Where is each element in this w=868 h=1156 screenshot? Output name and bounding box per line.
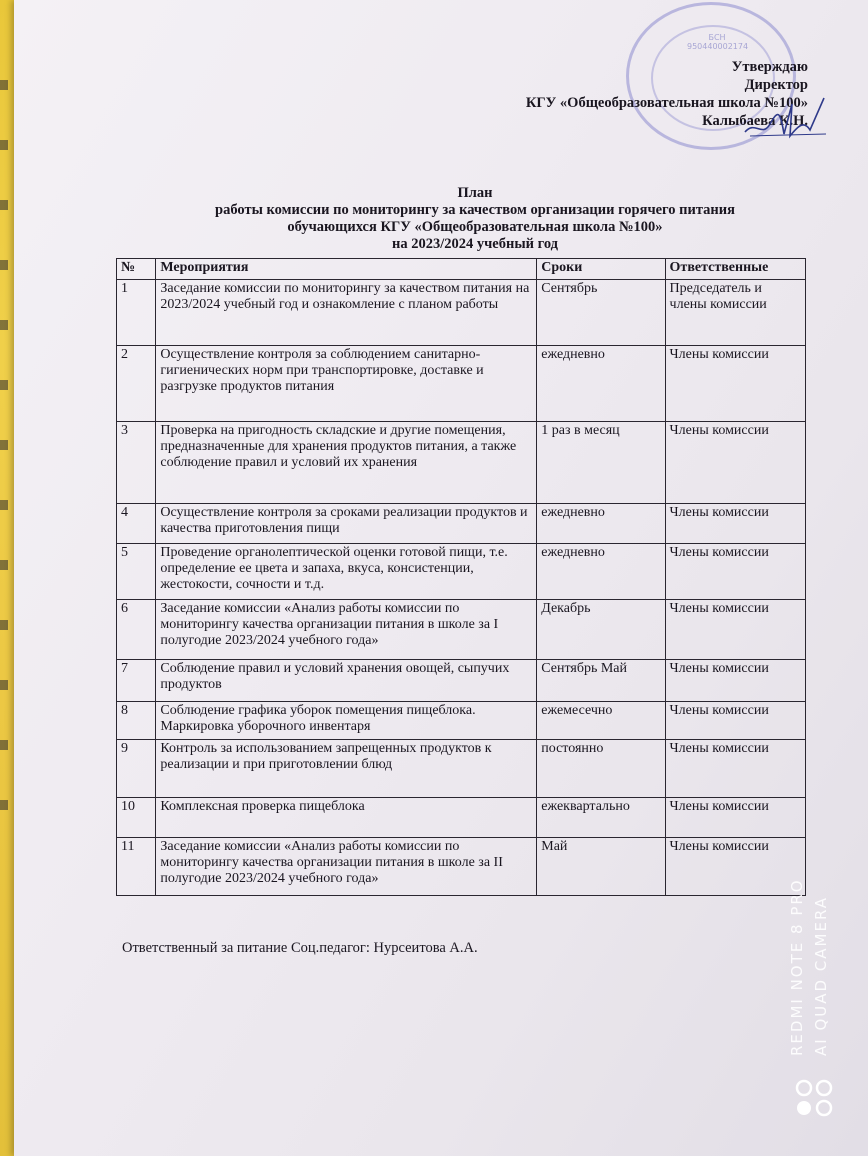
row-responsible: Члены комиссии <box>665 504 805 544</box>
footer-responsible: Ответственный за питание Соц.педагог: Нурсеитова А.А. <box>122 940 478 956</box>
row-term: постоянно <box>537 740 665 798</box>
row-num: 1 <box>117 280 156 346</box>
table-header-row <box>117 259 806 280</box>
row-term: ежемесечно <box>537 702 665 740</box>
row-num: 3 <box>117 422 156 504</box>
row-num: 5 <box>117 544 156 600</box>
row-term: ежедневно <box>537 504 665 544</box>
table-row <box>117 422 806 504</box>
row-term: Сентябрь <box>537 280 665 346</box>
header-num: № <box>117 259 156 280</box>
signature-icon <box>740 90 830 150</box>
row-responsible: Члены комиссии <box>665 544 805 600</box>
table-row <box>117 544 806 600</box>
header-event: Мероприятия <box>156 259 537 280</box>
camera-logo-icon <box>790 1074 838 1122</box>
table-row <box>117 504 806 544</box>
row-event: Соблюдение графика уборок помещения пищеблока. Маркировка уборочного инвентаря <box>156 702 537 740</box>
row-event: Осуществление контроля за соблюдением санитарно- гигиенических норм при транспортировке, доставке и разгрузке продуктов питания <box>156 346 537 422</box>
row-event: Соблюдение правил и условий хранения овощей, сыпучих продуктов <box>156 660 537 702</box>
document-title <box>130 185 820 253</box>
table-row <box>117 740 806 798</box>
row-num: 8 <box>117 702 156 740</box>
row-responsible: Председатель и члены комиссии <box>665 280 805 346</box>
approval-line: Утверждаю <box>731 59 808 75</box>
approval-line: Калыбаева К.Н. <box>702 113 808 129</box>
table-row <box>117 798 806 838</box>
row-responsible: Члены комиссии <box>665 422 805 504</box>
row-responsible: Члены комиссии <box>665 702 805 740</box>
table-row <box>117 838 806 896</box>
table-row <box>117 600 806 660</box>
approval-line: Директор <box>744 77 808 93</box>
row-responsible: Члены комиссии <box>665 740 805 798</box>
title-line: на 2023/2024 учебный год <box>391 236 559 252</box>
row-responsible: Члены комиссии <box>665 838 805 896</box>
row-num: 4 <box>117 504 156 544</box>
row-num: 6 <box>117 600 156 660</box>
seal-text: БСН 950440002174 <box>687 33 749 51</box>
row-num: 2 <box>117 346 156 422</box>
table-row <box>117 346 806 422</box>
row-num: 10 <box>117 798 156 838</box>
row-term: ежедневно <box>537 544 665 600</box>
watermark-line2: AI QUAD CAMERA <box>812 895 830 1056</box>
row-event: Заседание комиссии по мониторингу за качеством питания на 2023/2024 учебный год и ознакомление с планом работы <box>156 280 537 346</box>
title-line: обучающихся КГУ «Общеобразовательная школа №100» <box>287 219 663 235</box>
row-event: Заседание комиссии «Анализ работы комиссии по мониторингу качества организации питания в школе за I полугодие 2023/2024 учебного года» <box>156 600 537 660</box>
row-num: 11 <box>117 838 156 896</box>
background-pattern <box>0 80 8 840</box>
row-term: ежеквартально <box>537 798 665 838</box>
row-num: 7 <box>117 660 156 702</box>
row-term: Май <box>537 838 665 896</box>
watermark-line1: REDMI NOTE 8 PRO <box>788 878 806 1056</box>
row-event: Заседание комиссии «Анализ работы комиссии по мониторингу качества организации питания в школе за II полугодие 2023/2024 учебного года» <box>156 838 537 896</box>
table-row <box>117 702 806 740</box>
table-row <box>117 660 806 702</box>
row-term: 1 раз в месяц <box>537 422 665 504</box>
row-event: Осуществление контроля за сроками реализации продуктов и качества приготовления пищи <box>156 504 537 544</box>
row-responsible: Члены комиссии <box>665 346 805 422</box>
table-row <box>117 280 806 346</box>
row-term: Сентябрь Май <box>537 660 665 702</box>
row-num: 9 <box>117 740 156 798</box>
row-event: Проведение органолептической оценки готовой пищи, т.е. определение ее цвета и запаха, вкуса, консистенции, жестокости, сочности и т.д. <box>156 544 537 600</box>
row-term: ежедневно <box>537 346 665 422</box>
row-event: Проверка на пригодность складские и другие помещения, предназначенные для хранения продуктов питания, а также соблюдение правил и условий их хранения <box>156 422 537 504</box>
row-term: Декабрь <box>537 600 665 660</box>
header-term: Сроки <box>537 259 665 280</box>
row-responsible: Члены комиссии <box>665 660 805 702</box>
plan-table <box>116 258 806 896</box>
header-responsible: Ответственные <box>665 259 805 280</box>
approval-line: КГУ «Общеобразовательная школа №100» <box>525 95 808 111</box>
title-line: работы комиссии по мониторингу за качеством организации горячего питания <box>215 202 735 218</box>
row-event: Контроль за использованием запрещенных продуктов к реализации и при приготовлении блюд <box>156 740 537 798</box>
title-line: План <box>457 185 493 201</box>
row-responsible: Члены комиссии <box>665 798 805 838</box>
row-responsible: Члены комиссии <box>665 600 805 660</box>
row-event: Комплексная проверка пищеблока <box>156 798 537 838</box>
